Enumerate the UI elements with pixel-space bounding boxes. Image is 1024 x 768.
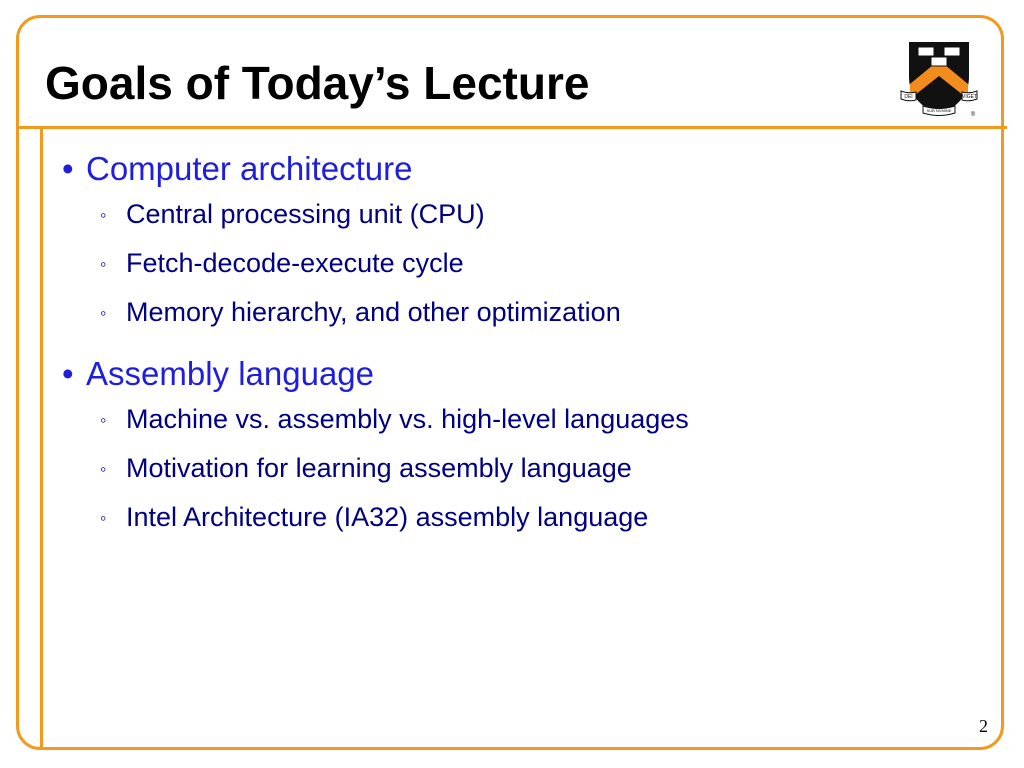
section-heading-text: Computer architecture	[86, 150, 413, 187]
scroll-left-text: DEI	[904, 94, 913, 100]
list-item-text: Memory hierarchy, and other optimization	[126, 297, 621, 327]
page-number: 2	[979, 716, 988, 736]
section-computer-architecture	[62, 147, 962, 338]
open-book-right	[944, 47, 960, 56]
list-item	[100, 494, 962, 543]
open-book-left	[918, 47, 934, 56]
sub-bullet: ◦	[100, 410, 107, 430]
list-item	[100, 289, 962, 338]
bullet: •	[62, 355, 74, 392]
section-assembly-language	[62, 352, 962, 543]
list-item-text: Machine vs. assembly vs. high-level languages	[126, 404, 689, 434]
list-item-text: Intel Architecture (IA32) assembly language	[126, 502, 649, 532]
list-item	[100, 396, 962, 445]
slide-content	[62, 147, 962, 557]
registered-mark: ®	[970, 112, 976, 118]
list-item	[100, 191, 962, 240]
section-heading	[62, 147, 962, 191]
scroll-center-text: SUB NVMINE	[926, 108, 952, 113]
list-item-text: Fetch-decode-execute cycle	[126, 248, 464, 278]
list-item-text: Motivation for learning assembly language	[126, 453, 632, 483]
title-divider	[16, 126, 1007, 129]
princeton-shield-icon	[900, 36, 978, 118]
list-item	[100, 240, 962, 289]
left-accent-rule	[40, 126, 43, 750]
sub-bullet: ◦	[100, 254, 107, 274]
slide-title: Goals of Today’s Lecture	[45, 57, 590, 109]
section-heading	[62, 352, 962, 396]
sub-bullet: ◦	[100, 459, 107, 479]
sub-bullet: ◦	[100, 303, 107, 323]
list-item-text: Central processing unit (CPU)	[126, 199, 485, 229]
list-item	[100, 445, 962, 494]
scroll-right-text: VIGET	[961, 94, 978, 100]
open-book-center	[931, 57, 947, 66]
bullet: •	[62, 150, 74, 187]
sub-bullet: ◦	[100, 205, 107, 225]
section-heading-text: Assembly language	[86, 355, 375, 392]
sub-bullet: ◦	[100, 508, 107, 528]
